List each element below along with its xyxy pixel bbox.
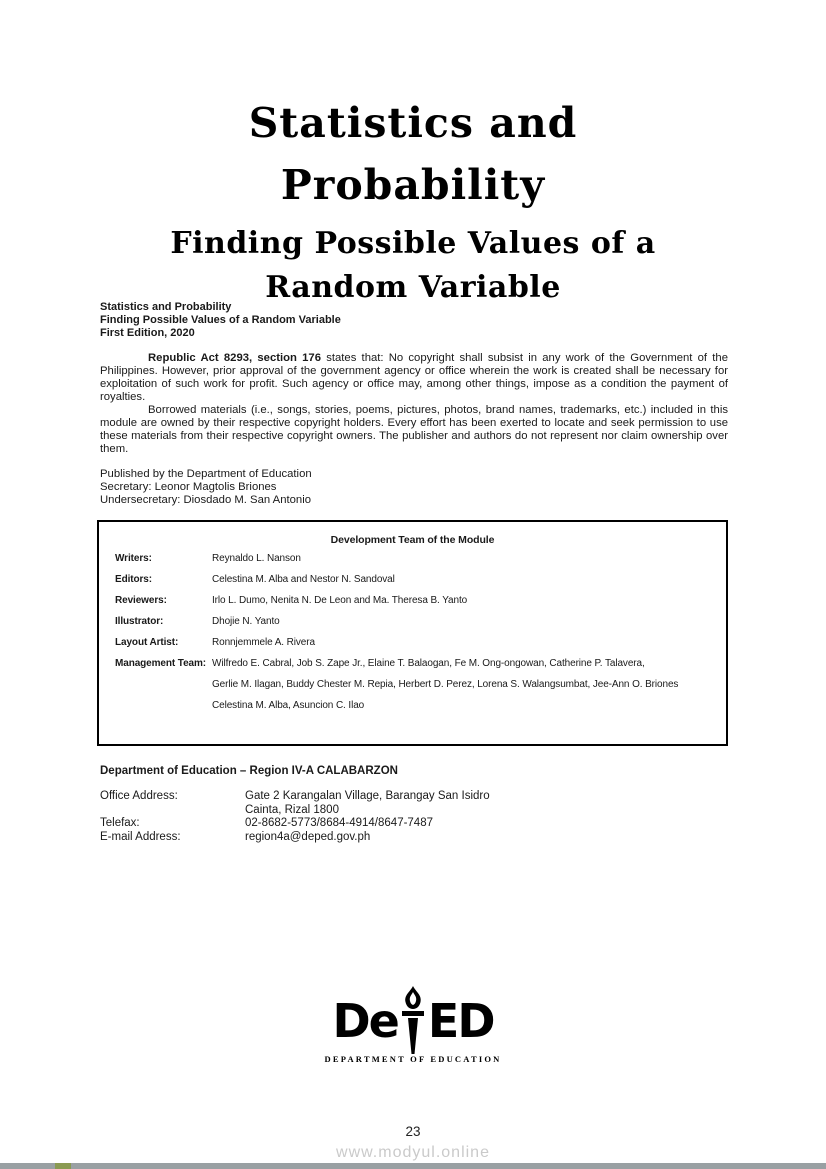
- lesson-title-line1: Finding Possible Values of a: [170, 226, 656, 261]
- title-block: [0, 92, 826, 310]
- edition-line3: First Edition, 2020: [100, 327, 195, 339]
- publisher-block: [100, 468, 728, 507]
- dev-team-value: Celestina M. Alba and Nestor N. Sandoval: [212, 574, 395, 585]
- dev-team-row-writers: [115, 553, 710, 564]
- dev-team-value: Gerlie M. Ilagan, Buddy Chester M. Repia, Herbert D. Perez, Lorena S. Walangsumbat, Jee-Ann O. Briones: [212, 679, 679, 690]
- dev-team-value: Dhojie N. Yanto: [212, 616, 280, 627]
- dev-team-label: Editors:: [115, 574, 152, 585]
- footer-strip: [0, 1163, 826, 1169]
- copyright-paragraph-2: Borrowed materials (i.e., songs, stories, poems, pictures, photos, brand names, trademarks, etc.) included in this module are owned by their respective copyright holders. Every effort has been exerted to locate and seek permission to use these materials from their respective copyright owners. The publisher and authors do not represent nor claim ownership over them.: [100, 404, 728, 455]
- contact-value: region4a@deped.gov.ph: [245, 830, 371, 843]
- deped-logo-subtext: DEPARTMENT OF EDUCATION: [324, 1054, 502, 1064]
- copyright-paragraph-1: [100, 352, 728, 404]
- dev-team-row-editors: [115, 574, 710, 585]
- dev-team-label: Illustrator:: [115, 616, 164, 627]
- dev-team-label: Writers:: [115, 553, 152, 564]
- dev-team-row-management: [115, 658, 710, 711]
- dev-team-row-layout-artist: [115, 637, 710, 648]
- contact-value: Gate 2 Karangalan Village, Barangay San Isidro: [245, 790, 490, 802]
- publisher-line1: Published by the Department of Education: [100, 468, 312, 480]
- dev-team-value: Reynaldo L. Nanson: [212, 553, 301, 564]
- publisher-line2: Secretary: Leonor Magtolis Briones: [100, 481, 277, 493]
- contact-label: Telefax:: [100, 817, 140, 829]
- dev-team-row-reviewers: [115, 595, 710, 606]
- dev-team-label: Reviewers:: [115, 595, 167, 606]
- footer-corner-square: [55, 1163, 71, 1169]
- development-team-box: [97, 520, 728, 746]
- module-title: [0, 92, 826, 216]
- contact-row-office-address: [100, 790, 728, 817]
- dev-team-value: Celestina M. Alba, Asuncion C. Ilao: [212, 700, 365, 711]
- dev-team-label: Layout Artist:: [115, 637, 179, 648]
- lesson-title: [0, 222, 826, 310]
- contact-label: E-mail Address:: [100, 830, 181, 843]
- dev-team-label: Management Team:: [115, 658, 207, 669]
- deped-logo-wordmark: [333, 984, 494, 1054]
- republic-act-rest: states that: No copyright shall subsist in any work of the Government of the Philippines. However, prior approval of the government agency or office wherein the work is created shall be necessary for exploitation of such work for profit. Such agency or office may, among other things, impose as a condition the payment of royalties.: [100, 352, 728, 403]
- page-number: 23: [405, 1124, 421, 1139]
- contact-value: Cainta, Rizal 1800: [245, 803, 339, 816]
- dev-team-value: Irlo L. Dumo, Nenita N. De Leon and Ma. Theresa B. Yanto: [212, 595, 468, 606]
- dev-team-value: Wilfredo E. Cabral, Job S. Zape Jr., Elaine T. Balaogan, Fe M. Ong-ongowan, Catherine P. Talavera,: [212, 658, 645, 669]
- contact-value: 02-8682-5773/8684-4914/8647-7487: [245, 817, 433, 829]
- edition-line1: Statistics and Probability: [100, 301, 232, 313]
- contact-row-telefax: [100, 817, 728, 831]
- deped-logo-text-right: ED: [427, 994, 494, 1048]
- contact-block: [100, 790, 728, 844]
- module-title-line1: Statistics and: [248, 99, 578, 147]
- edition-line2: Finding Possible Values of a Random Variable: [100, 314, 341, 326]
- dev-team-row-illustrator: [115, 616, 710, 627]
- region-heading: Department of Education – Region IV-A CALABARZON: [100, 765, 398, 777]
- publisher-line3: Undersecretary: Diosdado M. San Antonio: [100, 494, 311, 506]
- dev-team-value: Ronnjemmele A. Rivera: [212, 637, 315, 648]
- edition-block: [100, 301, 728, 340]
- dev-team-title: Development Team of the Module: [330, 534, 495, 546]
- republic-act-bold: Republic Act 8293, section 176: [148, 352, 321, 364]
- deped-logo: [0, 984, 826, 1064]
- torch-icon: [399, 986, 427, 1054]
- contact-label: Office Address:: [100, 790, 178, 802]
- contact-row-email: [100, 831, 728, 845]
- watermark-text: www.modyul.online: [336, 1144, 490, 1161]
- module-title-line2: Probability: [280, 161, 546, 209]
- deped-logo-text-left: De: [332, 994, 398, 1048]
- lesson-title-line2: Random Variable: [265, 270, 561, 305]
